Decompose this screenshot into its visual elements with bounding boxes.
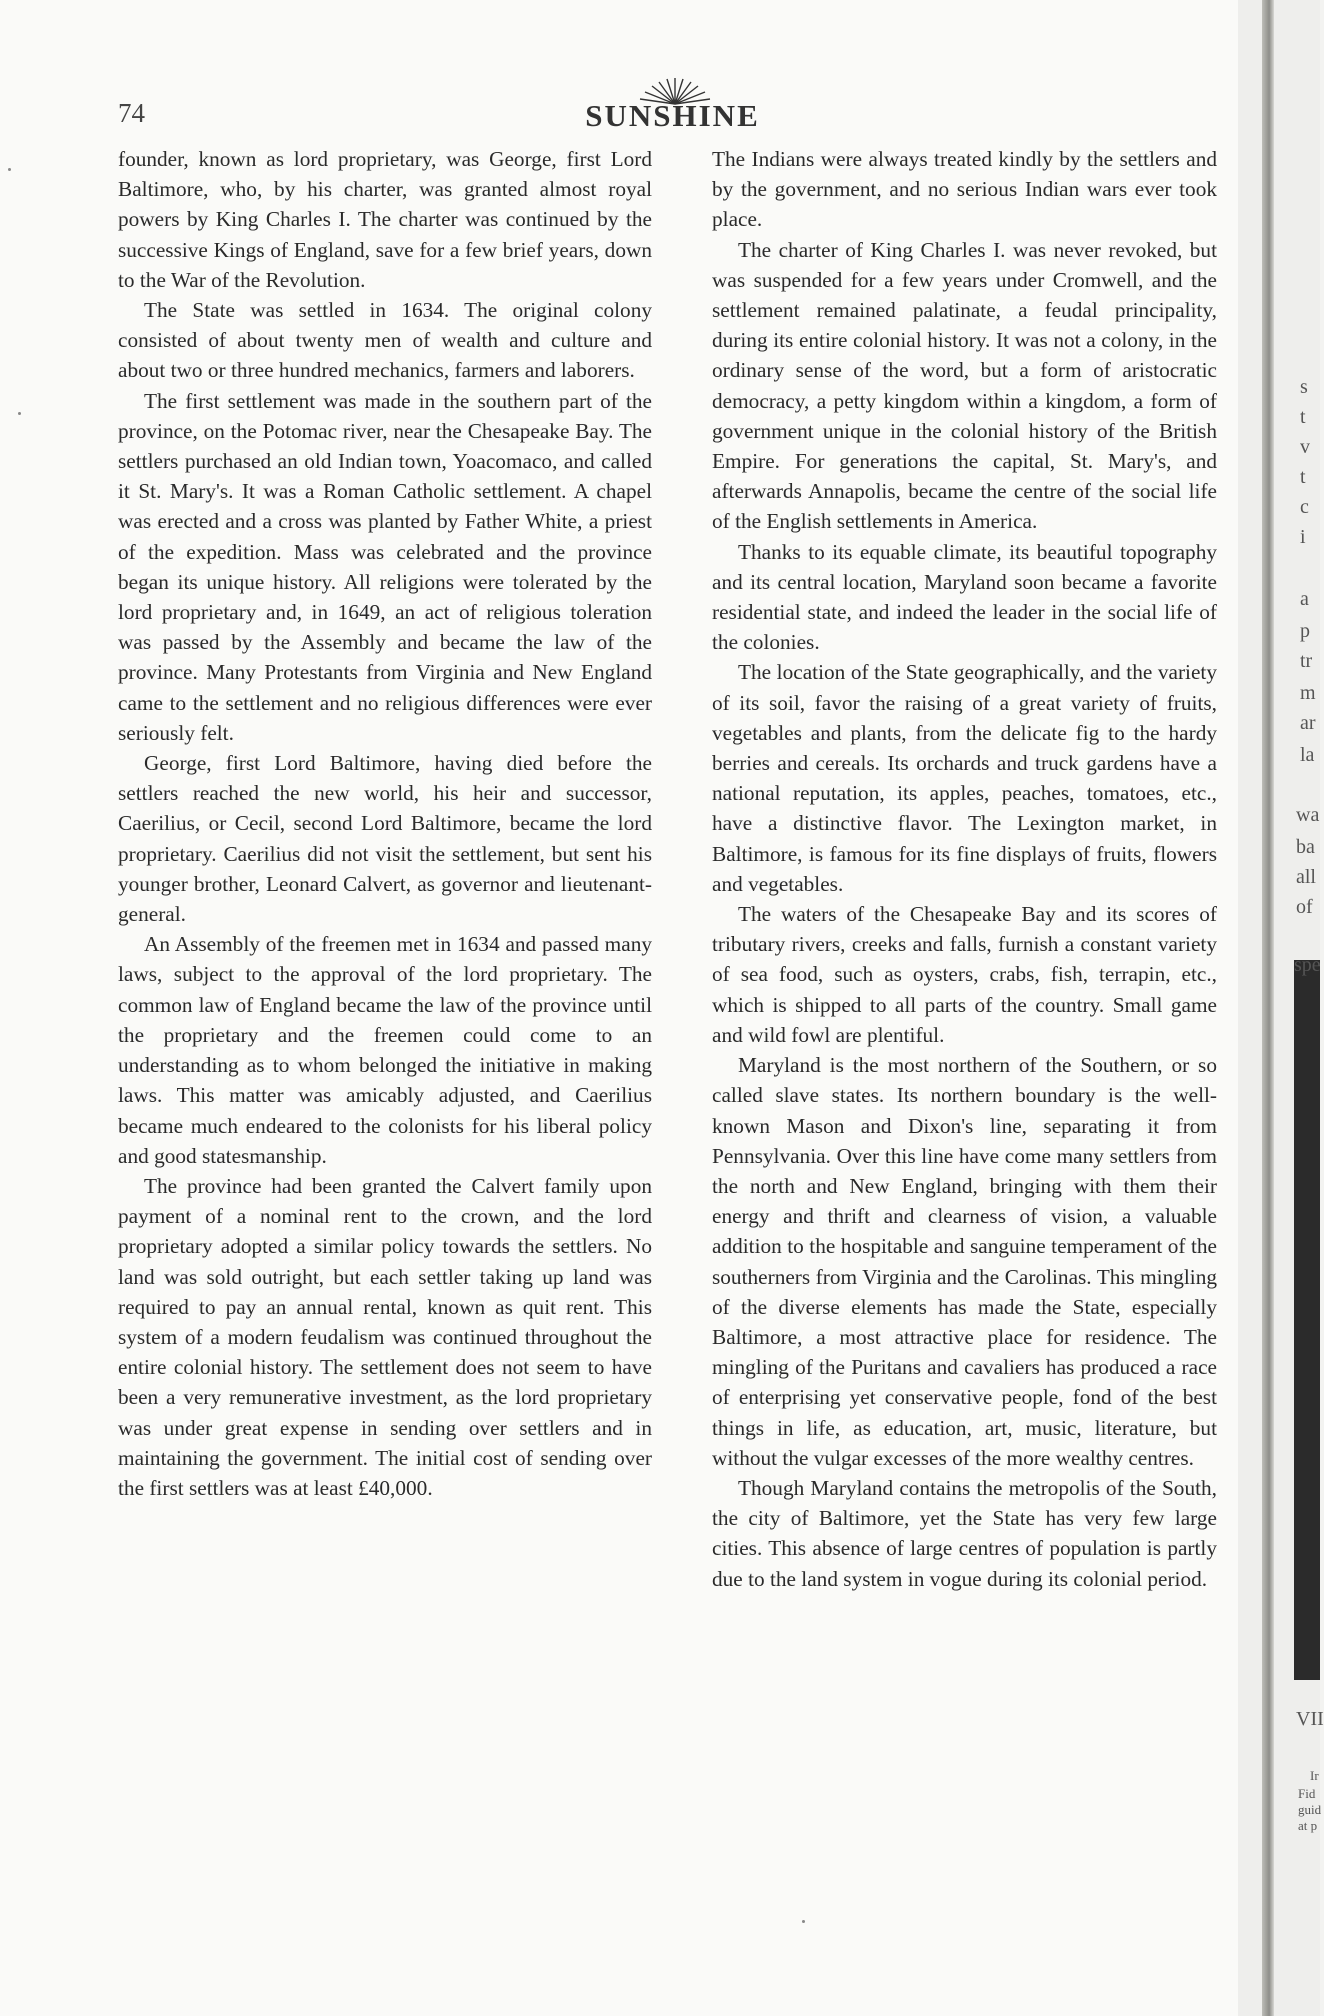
- adjacent-page-fragment: ar: [1300, 712, 1316, 734]
- paragraph: The Indians were always treated kindly by the settlers and by the government, and no serious Indian wars ever took place.: [712, 147, 1217, 232]
- adjacent-page-fragment: of: [1296, 896, 1313, 918]
- scan-speck: [8, 168, 11, 171]
- adjacent-page-fragment: at p: [1298, 1818, 1318, 1833]
- adjacent-page-fragment: VII: [1296, 1708, 1324, 1730]
- adjacent-page-fragment: la: [1300, 744, 1315, 766]
- adjacent-page-fragment: Ir: [1310, 1768, 1319, 1783]
- adjacent-page-fragment: p: [1300, 620, 1310, 642]
- adjacent-page-photo: [1294, 960, 1320, 1680]
- book-spine: [1262, 0, 1274, 2016]
- adjacent-page-fragment: c: [1300, 496, 1309, 518]
- adjacent-page-fragment: Fid: [1298, 1786, 1316, 1801]
- adjacent-page-fragment: i: [1300, 526, 1306, 548]
- adjacent-page-fragment: t: [1300, 466, 1306, 488]
- adjacent-page-fragment: m: [1300, 682, 1316, 704]
- paragraph: Though Maryland contains the metropolis of the South, the city of Baltimore, yet the State has very few large cities. This absence of large centres of population is partly due to the land system in vogue during its colonial period.: [712, 1475, 1217, 1591]
- magazine-logo: [585, 76, 760, 133]
- adjacent-page-fragment: guid: [1298, 1802, 1322, 1817]
- adjacent-page-fragment: v: [1300, 436, 1310, 458]
- paragraph: An Assembly of the freemen met in 1634 and passed many laws, subject to the approval of the lord proprietary. The common law of England became the law of the province until the proprietary and the freemen could come to an understanding as to whom belonged the initiative in making laws. This matter was amicably adjusted, and Caerilius became much endeared to the colonists for his liberal policy and good statesmanship.: [118, 932, 652, 1168]
- page-number: 74: [118, 98, 145, 128]
- adjacent-page-fragment: t: [1300, 406, 1306, 428]
- scan-speck: [802, 1920, 805, 1923]
- paragraph: founder, known as lord proprietary, was George, first Lord Baltimore, who, by his charter, was granted almost royal powers by King Charles I. The charter was continued by the successive Kings of England, save for a few brief years, down to the War of the Revolution.: [118, 147, 652, 292]
- adjacent-page-fragment: s: [1300, 376, 1308, 398]
- paragraph: Maryland is the most northern of the Southern, or so called slave states. Its northern boundary is the well-known Mason and Dixon's line, separating it from Pennsylvania. Over this line have come many settlers from the north and New England, bringing with them their energy and thrift and clearness of vision, a valuable addition to the hospitable and sanguine temperament of the southerners from Virginia and the Carolinas. This mingling of the diverse elements has made the State, especially Baltimore, a most attractive place for residence. The mingling of the Puritans and cavaliers has produced a race of enterprising yet conservative people, fond of the best things in life, as education, art, music, literature, but without the vulgar excesses of the more wealthy centres.: [712, 1053, 1217, 1470]
- adjacent-page-fragment: a: [1300, 588, 1309, 610]
- adjacent-page-fragment: wa: [1296, 804, 1320, 826]
- paragraph: The location of the State geographically, and the variety of its soil, favor the raising of a great variety of fruits, vegetables and plants, from the delicate fig to the hardy berries and cereals. Its orchards and truck gardens have a national reputation, its apples, peaches, tomatoes, etc., have a distinctive flavor. The Lexington market, in Baltimore, is famous for its fine displays of fruits, flowers and vegetables.: [712, 660, 1217, 896]
- adjacent-page-fragment: ba: [1296, 836, 1315, 858]
- paragraph: The State was settled in 1634. The original colony consisted of about twenty men of wealth and culture and about two or three hundred mechanics, farmers and laborers.: [118, 298, 652, 383]
- adjacent-page-fragment: spe: [1294, 954, 1321, 976]
- paragraph: George, first Lord Baltimore, having died before the settlers reached the new world, his heir and successor, Caerilius, or Cecil, second Lord Baltimore, became the lord proprietary. Caerilius did not visit the settlement, but sent his younger brother, Leonard Calvert, as governor and lieutenant-general.: [118, 751, 652, 927]
- paragraph: The charter of King Charles I. was never revoked, but was suspended for a few years under Cromwell, and the settlement remained palatinate, a feudal principality, during its entire colonial history. It was not a colony, in the ordinary sense of the word, but a form of aristocratic democracy, a petty kingdom within a kingdom, a form of government unique in the colonial history of the British Empire. For generations the capital, St. Mary's, and afterwards Annapolis, became the centre of the social life of the English settlements in America.: [712, 237, 1217, 534]
- right-text-column: [712, 144, 1217, 1594]
- paragraph: The province had been granted the Calvert family upon payment of a nominal rent to the crown, and the lord proprietary adopted a similar policy towards the settlers. No land was sold outright, but each settler taking up land was required to pay an annual rental, known as quit rent. This system of a modern feudalism was continued throughout the entire colonial history. The settlement does not seem to have been a very remunerative investment, as the lord proprietary was under great expense in sending over settlers and in maintaining the government. The initial cost of sending over the first settlers was at least £40,000.: [118, 1173, 652, 1500]
- paragraph: The first settlement was made in the southern part of the province, on the Potomac river, near the Chesapeake Bay. The settlers purchased an old Indian town, Yoacomaco, and called it St. Mary's. It was a Roman Catholic settlement. A chapel was erected and a cross was planted by Father White, a priest of the expedition. Mass was celebrated and the province began its unique history. All religions were tolerated by the lord proprietary and, in 1649, an act of religious toleration was passed by the Assembly and became the law of the province. Many Protestants from Virginia and New England came to the settlement and no religious differences were ever seriously felt.: [118, 388, 652, 745]
- left-text-column: [118, 144, 652, 1503]
- paragraph: Thanks to its equable climate, its beautiful topography and its central location, Maryland soon became a favorite residential state, and indeed the leader in the social life of the colonies.: [712, 539, 1217, 655]
- adjacent-page-fragment: all: [1296, 866, 1316, 888]
- adjacent-page-fragment: tr: [1300, 650, 1313, 672]
- magazine-title: SUNSHINE: [585, 98, 760, 133]
- scan-speck: [18, 412, 21, 415]
- paragraph: The waters of the Chesapeake Bay and its scores of tributary rivers, creeks and falls, furnish a constant variety of sea food, such as oysters, crabs, fish, terrapin, etc., which is shipped to all parts of the country. Small game and wild fowl are plentiful.: [712, 902, 1217, 1047]
